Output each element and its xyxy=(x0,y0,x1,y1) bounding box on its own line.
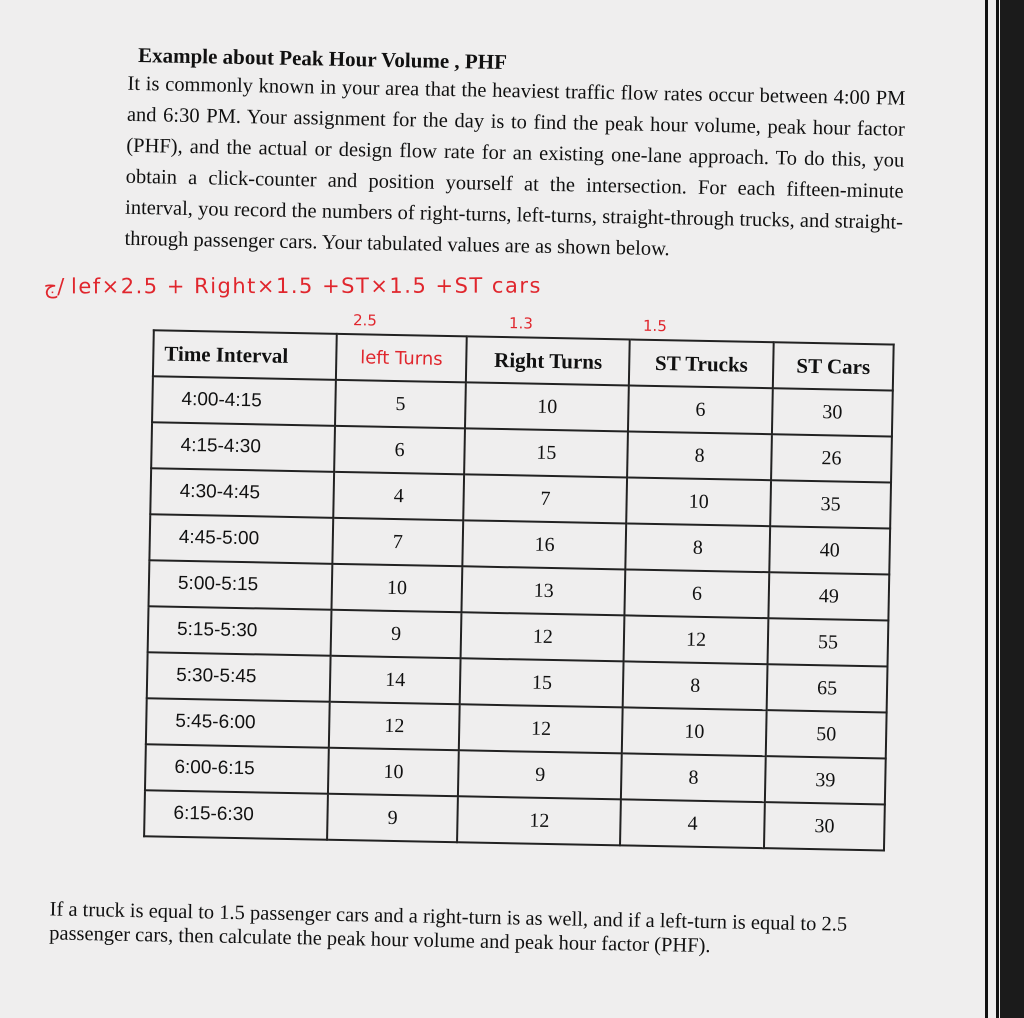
cell-st-cars: 55 xyxy=(768,618,889,666)
cell-st-trucks: 6 xyxy=(628,385,773,434)
intro-paragraph: It is commonly known in your area that the heaviest traffic flow rates occur between 4:00 PM and 6:30 PM. Your assignment for the day is to find the peak hour volume, peak hour factor (PHF), and the actual or design flow rate for an existing one-lane approach. To do this, you obtain a click-counter and position yourself at the intersection. For each fifteen-minute interval, you record the numbers of right-turns, left-turns, straight-through trucks, and straight-through passenger cars. Your tabulated values are as shown below. xyxy=(124,72,906,261)
cell-st-cars: 39 xyxy=(765,756,886,804)
header-right-turns: Right Turns xyxy=(466,336,630,385)
cell-time-interval: 5:30-5:45 xyxy=(147,652,331,701)
document-title: Example about Peak Hour Volume , PHF xyxy=(137,42,508,75)
cell-left-turns: 10 xyxy=(331,564,463,613)
header-left-turns-handwritten: left Turns xyxy=(336,334,468,383)
cell-left-turns: 5 xyxy=(335,380,467,429)
cell-st-cars: 35 xyxy=(770,480,891,528)
cell-st-trucks: 10 xyxy=(626,477,771,526)
cell-st-trucks: 8 xyxy=(627,431,772,480)
handwritten-right-weight: 1.3 xyxy=(508,314,534,333)
cell-time-interval: 4:00-4:15 xyxy=(152,376,336,425)
cell-time-interval: 6:15-6:30 xyxy=(144,790,328,839)
traffic-count-table xyxy=(143,329,895,851)
header-st-cars: ST Cars xyxy=(773,342,894,390)
cell-time-interval: 5:15-5:30 xyxy=(148,606,332,655)
cell-right-turns: 12 xyxy=(458,796,622,845)
cell-st-trucks: 6 xyxy=(625,569,770,618)
table-body xyxy=(144,376,893,850)
cell-right-turns: 13 xyxy=(462,566,626,615)
cell-st-trucks: 4 xyxy=(620,799,765,848)
cell-left-turns: 12 xyxy=(329,702,461,751)
handwritten-left-weight: 2.5 xyxy=(352,311,378,330)
header-st-trucks: ST Trucks xyxy=(629,339,774,388)
cell-st-cars: 50 xyxy=(766,710,887,758)
cell-time-interval: 4:30-4:45 xyxy=(150,468,334,517)
handwritten-truck-weight: 1.5 xyxy=(642,316,668,336)
cell-time-interval: 5:45-6:00 xyxy=(146,698,330,747)
header-time-interval: Time Interval xyxy=(153,330,337,379)
cell-left-turns: 10 xyxy=(328,748,460,797)
cell-st-trucks: 10 xyxy=(622,707,767,756)
cell-st-cars: 65 xyxy=(767,664,888,712)
cell-left-turns: 9 xyxy=(330,610,462,659)
handwritten-formula: ج/ lef×2.5 + Right×1.5 +ST×1.5 +ST cars xyxy=(43,273,542,299)
cell-st-cars: 30 xyxy=(772,388,893,436)
cell-time-interval: 5:00-5:15 xyxy=(149,560,333,609)
binder-line xyxy=(985,0,988,1018)
binder-line xyxy=(996,0,999,1018)
cell-left-turns: 6 xyxy=(334,426,466,475)
cell-st-trucks: 8 xyxy=(621,753,766,802)
cell-right-turns: 16 xyxy=(463,520,627,569)
cell-st-trucks: 12 xyxy=(624,615,769,664)
cell-left-turns: 9 xyxy=(327,794,459,843)
cell-time-interval: 6:00-6:15 xyxy=(145,744,329,793)
cell-left-turns: 7 xyxy=(332,518,464,567)
cell-st-trucks: 8 xyxy=(626,523,771,572)
cell-right-turns: 9 xyxy=(458,750,622,799)
question-paragraph: If a truck is equal to 1.5 passenger cars and a right-turn is as well, and if a left-turn is equal to 2.5 passenger cars, then calculate the peak hour volume and peak hour factor (PHF). xyxy=(49,898,848,958)
cell-right-turns: 10 xyxy=(465,382,629,431)
cell-st-cars: 26 xyxy=(771,434,892,482)
cell-time-interval: 4:45-5:00 xyxy=(149,514,333,563)
cell-time-interval: 4:15-4:30 xyxy=(151,422,335,471)
cell-st-cars: 30 xyxy=(764,802,885,850)
cell-st-trucks: 8 xyxy=(623,661,768,710)
cell-st-cars: 49 xyxy=(768,572,889,620)
cell-right-turns: 12 xyxy=(459,704,623,753)
cell-st-cars: 40 xyxy=(769,526,890,574)
cell-left-turns: 14 xyxy=(329,656,461,705)
cell-right-turns: 15 xyxy=(460,658,624,707)
cell-left-turns: 4 xyxy=(333,472,465,521)
cell-right-turns: 12 xyxy=(461,612,625,661)
cell-right-turns: 15 xyxy=(465,428,629,477)
cell-right-turns: 7 xyxy=(464,474,628,523)
